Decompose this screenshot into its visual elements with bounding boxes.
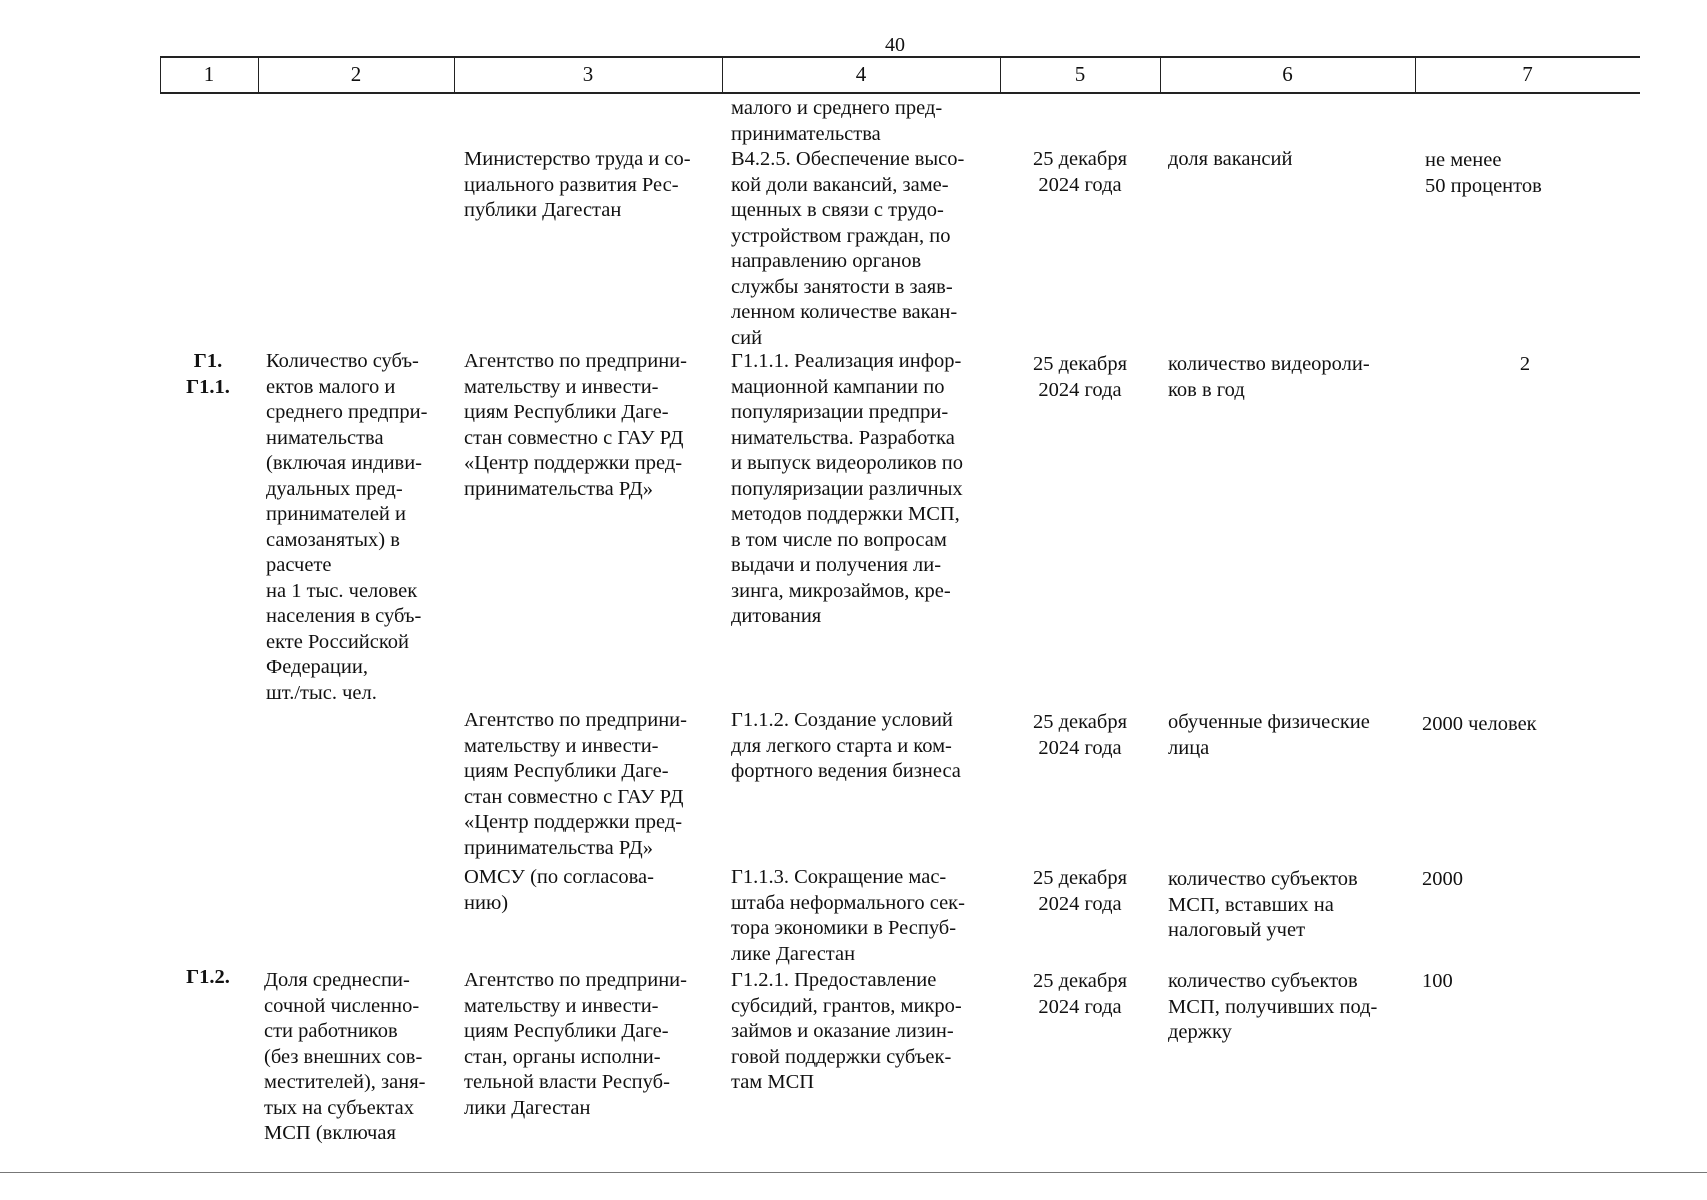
table-row-3-value: 2000 человек [1422,713,1537,735]
table-row-5-measure: Г1.2.1. Предоставление субсидий, грантов, микро- займов и оказание лизин- говой поддержки субъек- там МСП [731,969,962,1093]
column-header-1: 1 [203,62,215,86]
table-row-4-date: 25 декабря 2024 года [1032,867,1127,915]
table-row-2-value: 2 [1519,353,1531,375]
table-row-1-date: 25 декабря 2024 года [1032,148,1127,196]
page-number: 40 [885,34,905,56]
column-header-6: 6 [1282,62,1293,86]
table-row-5-result: количество субъектов МСП, получивших под- держку [1168,970,1378,1043]
table-row-2-executor: Агентство по предприни- мательству и инвести- циям Республики Даге- стан совместно с ГАУ РД «Центр поддержки пред- принимательства РД» [464,350,687,500]
table-row-5-code: Г1.2. [186,966,230,988]
table-row-2-code: Г1. Г1.1. [186,350,230,398]
table-row-4-executor: ОМСУ (по согласова- нию) [464,866,654,914]
table-row-5-date: 25 декабря 2024 года [1032,970,1127,1018]
table-header-bottom-rule [160,92,1640,94]
table-row-3-executor: Агентство по предприни- мательству и инвести- циям Республики Даге- стан совместно с ГАУ РД «Центр поддержки пред- принимательства РД» [464,709,687,859]
table-row-1-executor: Министерство труда и со- циального развития Рес- публики Дагестан [464,148,691,221]
table-row-2-result: количество видеороли- ков в год [1168,353,1370,401]
table-row-4-result: количество субъектов МСП, вставших на налоговый учет [1168,868,1358,941]
column-header-3: 3 [582,62,594,86]
table-row-3-measure: Г1.1.2. Создание условий для легкого старта и ком- фортного ведения бизнеса [731,709,961,782]
table-row-2-measure: Г1.1.1. Реализация инфор- мационной кампании по популяризации предпри- нимательства. Разработка и выпуск видеороликов по популяризации различных методов поддержки МСП, в том числе по вопросам выдачи и получения ли- зинга, микрозаймов, кре- дитования [731,350,964,627]
table-row-2-date: 25 декабря 2024 года [1032,353,1127,401]
table-row-1-measure: В4.2.5. Обеспечение высо- кой доли вакансий, заме- щенных в связи с трудо- устройством граждан, по направлению органов службы занятости в заяв- ленном количестве вакан- сий [731,148,965,349]
table-row-4-measure: Г1.1.3. Сокращение мас- штаба неформального сек- тора экономики в Респуб- лике Дагестан [731,866,965,965]
table-row-1-value: не менее 50 процентов [1425,149,1542,197]
column-header-5: 5 [1074,62,1086,86]
table-row-5-value: 100 [1422,970,1453,992]
table-row-2-indicator: Количество субъ- ектов малого и среднего предпри- нимательства (включая индиви- дуальных пред- принимателей и самозанятых) в расчете на 1 тыс. человек населения в субъ- екте Российской Федерации, шт./тыс. чел. [266,350,428,704]
table-row-5-executor: Агентство по предприни- мательству и инвести- циям Республики Даге- стан, органы исполни- тельной власти Респуб- лики Дагестан [464,969,687,1119]
table-row-0-measure: малого и среднего пред- принимательства [731,97,943,145]
column-header-4: 4 [855,62,867,86]
table-row-3-date: 25 декабря 2024 года [1032,711,1127,759]
page-bottom-rule [0,1172,1707,1173]
column-header-2: 2 [350,62,362,86]
table-row-1-result: доля вакансий [1168,148,1293,170]
column-header-7: 7 [1522,62,1533,86]
table-row-3-result: обученные физические лица [1168,711,1370,759]
table-row-5-indicator: Доля среднеспи- сочной численно- сти работников (без внешних сов- местителей), заня- тых на субъектах МСП (включая [264,969,426,1144]
table-row-4-value: 2000 [1422,868,1463,890]
